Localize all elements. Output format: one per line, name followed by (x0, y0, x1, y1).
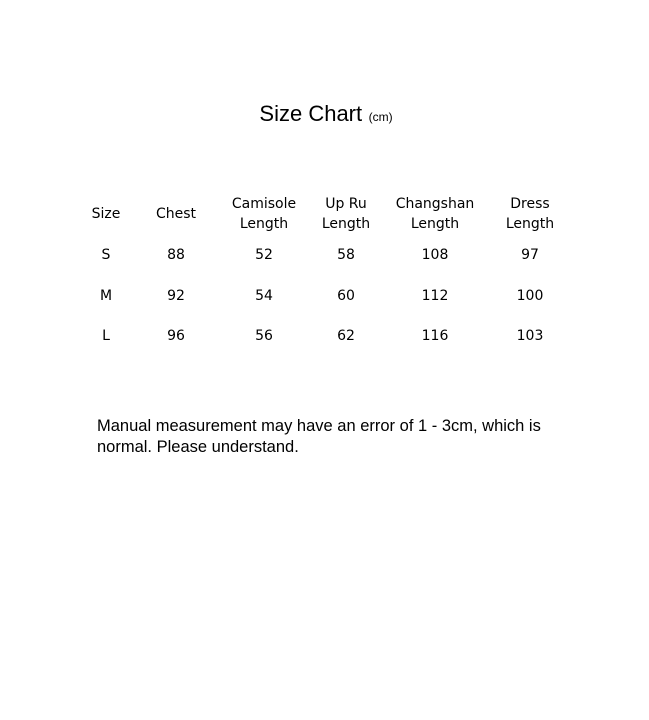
table-row (70, 316, 564, 357)
column-header-dress-length: Dress Length (505, 196, 555, 232)
column-header-up-ru-length: Up Ru Length (321, 196, 371, 232)
size-table (70, 193, 564, 357)
column-header-camisole-length: Camisole Length (231, 196, 297, 232)
table-cell: 88 (167, 247, 185, 264)
measurement-note: Manual measurement may have an error of 1 - 3cm, which is normal. Please understand. (97, 417, 541, 456)
table-cell: 60 (337, 287, 355, 304)
table-cell: 103 (516, 328, 544, 345)
table-cell: 96 (167, 328, 185, 345)
title-unit: (cm) (368, 110, 393, 124)
page-title (0, 101, 649, 127)
column-header-size: Size (91, 206, 121, 222)
table-cell: 54 (255, 287, 273, 304)
table-cell: M (99, 287, 113, 304)
table-cell: 62 (337, 328, 355, 345)
table-cell: 52 (255, 247, 273, 264)
table-cell: 116 (421, 328, 449, 345)
table-row (70, 235, 564, 276)
table-cell: 97 (521, 247, 539, 264)
table-cell: 92 (167, 287, 185, 304)
title-text: Size Chart (259, 101, 363, 126)
table-cell: 112 (421, 287, 449, 304)
table-header-row (70, 193, 564, 235)
table-row (70, 276, 564, 317)
table-cell: L (102, 328, 110, 345)
table-cell: 108 (421, 247, 449, 264)
table-cell: 100 (516, 287, 544, 304)
table-cell: S (101, 247, 111, 264)
table-cell: 58 (337, 247, 355, 264)
column-header-changshan-length: Changshan Length (395, 196, 475, 232)
table-cell: 56 (255, 328, 273, 345)
column-header-chest: Chest (155, 206, 197, 222)
